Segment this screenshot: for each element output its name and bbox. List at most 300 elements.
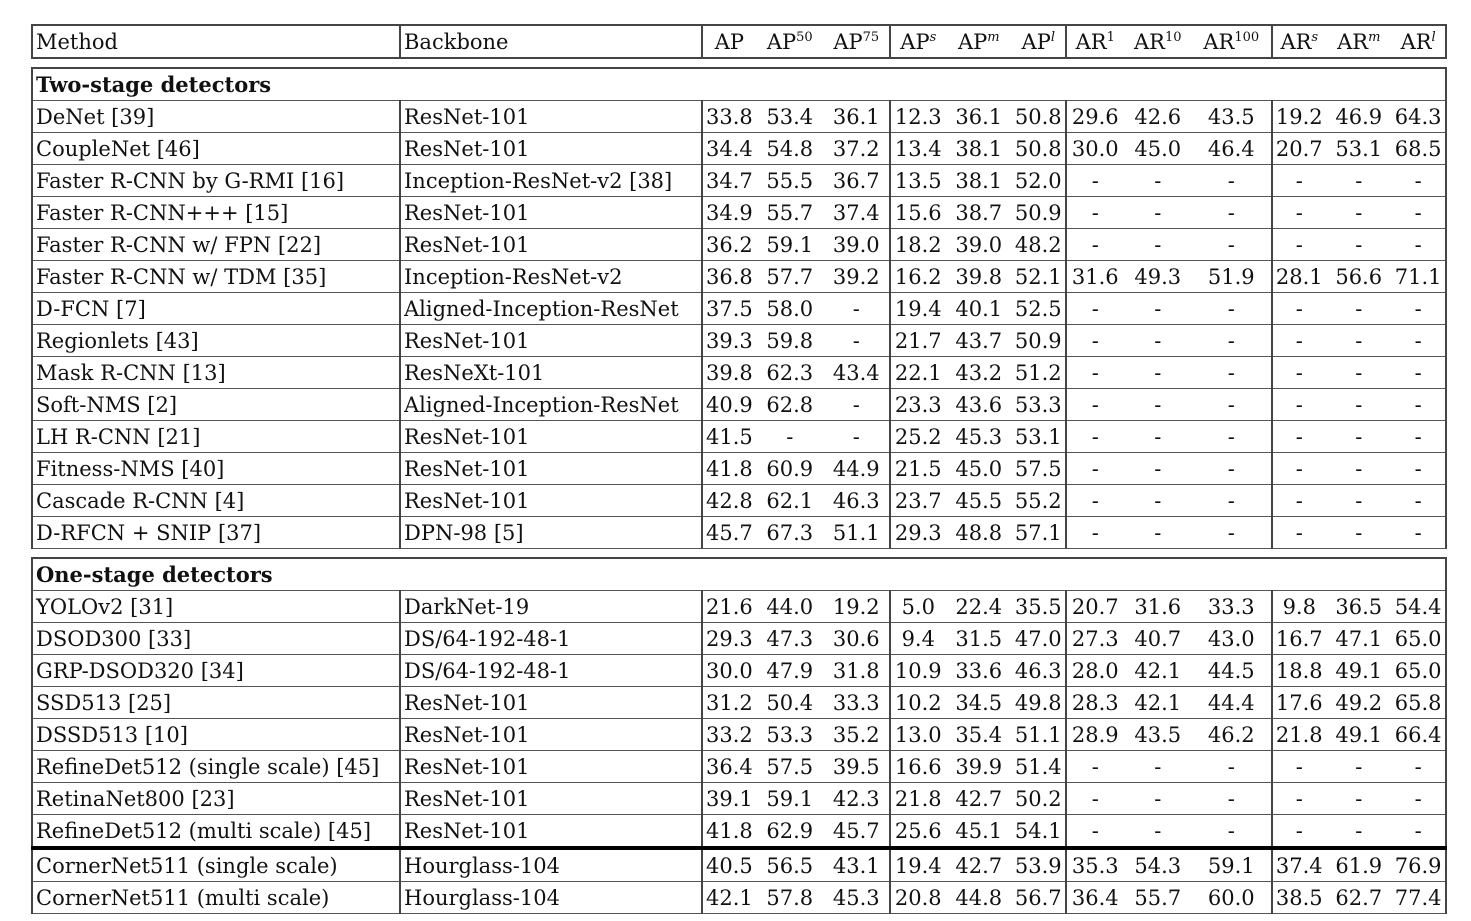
backbone-cell: ResNet-101 bbox=[400, 101, 702, 133]
table-row bbox=[32, 751, 1446, 783]
value-cell: - bbox=[1192, 517, 1272, 549]
value-cell: 43.6 bbox=[946, 389, 1012, 421]
header-metric-base: AR bbox=[1337, 29, 1369, 54]
value-cell: 76.9 bbox=[1392, 848, 1446, 882]
value-cell: 43.2 bbox=[946, 357, 1012, 389]
value-cell: 36.7 bbox=[824, 165, 890, 197]
value-cell: 20.7 bbox=[1272, 133, 1326, 165]
method-cell: SSD513 [25] bbox=[32, 687, 400, 719]
value-cell: - bbox=[1272, 517, 1326, 549]
section-header-row bbox=[32, 68, 1446, 101]
value-cell: 43.5 bbox=[1124, 719, 1192, 751]
table-row bbox=[32, 229, 1446, 261]
header-metric-sup: l bbox=[1431, 29, 1436, 45]
value-cell: 13.4 bbox=[890, 133, 946, 165]
table-row bbox=[32, 719, 1446, 751]
backbone-cell: Aligned-Inception-ResNet bbox=[400, 293, 702, 325]
value-cell: - bbox=[1392, 453, 1446, 485]
method-cell: RefineDet512 (multi scale) [45] bbox=[32, 815, 400, 849]
value-cell: - bbox=[1326, 783, 1392, 815]
value-cell: - bbox=[1066, 357, 1124, 389]
backbone-cell: ResNet-101 bbox=[400, 687, 702, 719]
method-cell: Cascade R-CNN [4] bbox=[32, 485, 400, 517]
value-cell: 39.8 bbox=[702, 357, 756, 389]
value-cell: 44.4 bbox=[1192, 687, 1272, 719]
value-cell: - bbox=[1124, 751, 1192, 783]
value-cell: 50.9 bbox=[1012, 197, 1066, 229]
method-cell: RetinaNet800 [23] bbox=[32, 783, 400, 815]
value-cell: 34.4 bbox=[702, 133, 756, 165]
value-cell: 57.5 bbox=[756, 751, 824, 783]
value-cell: 5.0 bbox=[890, 591, 946, 623]
section-title: One-stage detectors bbox=[32, 558, 1446, 591]
value-cell: 19.2 bbox=[824, 591, 890, 623]
header-metric bbox=[1066, 25, 1124, 58]
table-row bbox=[32, 517, 1446, 549]
value-cell: 31.5 bbox=[946, 623, 1012, 655]
value-cell: 13.5 bbox=[890, 165, 946, 197]
value-cell: - bbox=[1124, 783, 1192, 815]
value-cell: 50.8 bbox=[1012, 133, 1066, 165]
value-cell: - bbox=[1124, 197, 1192, 229]
value-cell: - bbox=[1066, 517, 1124, 549]
value-cell: - bbox=[1326, 517, 1392, 549]
header-metric-base: AP bbox=[766, 29, 797, 54]
value-cell: 55.7 bbox=[1124, 882, 1192, 914]
value-cell: 35.3 bbox=[1066, 848, 1124, 882]
value-cell: 9.4 bbox=[890, 623, 946, 655]
value-cell: 12.3 bbox=[890, 101, 946, 133]
backbone-cell: ResNeXt-101 bbox=[400, 357, 702, 389]
table-row bbox=[32, 687, 1446, 719]
value-cell: - bbox=[1066, 165, 1124, 197]
value-cell: 16.7 bbox=[1272, 623, 1326, 655]
section-gap-cell bbox=[32, 58, 1446, 68]
value-cell: 38.1 bbox=[946, 133, 1012, 165]
results-table-wrapper bbox=[31, 24, 1447, 914]
value-cell: 23.7 bbox=[890, 485, 946, 517]
header-metric bbox=[1012, 25, 1066, 58]
value-cell: 33.2 bbox=[702, 719, 756, 751]
table-row bbox=[32, 485, 1446, 517]
value-cell: - bbox=[1066, 783, 1124, 815]
value-cell: 9.8 bbox=[1272, 591, 1326, 623]
header-metric-base: AR bbox=[1400, 29, 1432, 54]
value-cell: 33.3 bbox=[1192, 591, 1272, 623]
value-cell: 36.4 bbox=[702, 751, 756, 783]
value-cell: - bbox=[1392, 229, 1446, 261]
value-cell: 55.7 bbox=[756, 197, 824, 229]
value-cell: - bbox=[1192, 783, 1272, 815]
method-cell: D-RFCN + SNIP [37] bbox=[32, 517, 400, 549]
value-cell: 20.8 bbox=[890, 882, 946, 914]
value-cell: 53.9 bbox=[1012, 848, 1066, 882]
header-metric-base: AP bbox=[900, 29, 930, 54]
value-cell: 39.8 bbox=[946, 261, 1012, 293]
value-cell: 56.5 bbox=[756, 848, 824, 882]
value-cell: 49.2 bbox=[1326, 687, 1392, 719]
value-cell: - bbox=[1192, 357, 1272, 389]
value-cell: 31.2 bbox=[702, 687, 756, 719]
table-row bbox=[32, 848, 1446, 882]
value-cell: 16.2 bbox=[890, 261, 946, 293]
value-cell: 38.7 bbox=[946, 197, 1012, 229]
value-cell: 45.3 bbox=[946, 421, 1012, 453]
value-cell: - bbox=[1326, 229, 1392, 261]
value-cell: - bbox=[1272, 229, 1326, 261]
value-cell: - bbox=[1192, 485, 1272, 517]
section-gap-cell bbox=[32, 549, 1446, 559]
table-row bbox=[32, 591, 1446, 623]
value-cell: 57.8 bbox=[756, 882, 824, 914]
value-cell: 28.0 bbox=[1066, 655, 1124, 687]
value-cell: - bbox=[1326, 453, 1392, 485]
method-cell: Faster R-CNN w/ TDM [35] bbox=[32, 261, 400, 293]
value-cell: - bbox=[1124, 517, 1192, 549]
method-cell: Faster R-CNN+++ [15] bbox=[32, 197, 400, 229]
value-cell: 53.1 bbox=[1012, 421, 1066, 453]
value-cell: 41.8 bbox=[702, 815, 756, 849]
value-cell: 44.9 bbox=[824, 453, 890, 485]
value-cell: 39.1 bbox=[702, 783, 756, 815]
value-cell: - bbox=[1326, 815, 1392, 849]
value-cell: 30.6 bbox=[824, 623, 890, 655]
value-cell: 50.4 bbox=[756, 687, 824, 719]
value-cell: - bbox=[1326, 293, 1392, 325]
table-row bbox=[32, 882, 1446, 914]
header-metric-base: AR bbox=[1134, 29, 1165, 54]
value-cell: 37.4 bbox=[824, 197, 890, 229]
value-cell: 59.1 bbox=[756, 783, 824, 815]
value-cell: 27.3 bbox=[1066, 623, 1124, 655]
value-cell: - bbox=[1124, 357, 1192, 389]
value-cell: 35.4 bbox=[946, 719, 1012, 751]
value-cell: - bbox=[1066, 421, 1124, 453]
value-cell: 39.0 bbox=[824, 229, 890, 261]
value-cell: 43.1 bbox=[824, 848, 890, 882]
value-cell: 49.8 bbox=[1012, 687, 1066, 719]
header-method: Method bbox=[32, 25, 400, 58]
value-cell: 41.5 bbox=[702, 421, 756, 453]
value-cell: - bbox=[1272, 293, 1326, 325]
value-cell: - bbox=[1272, 357, 1326, 389]
value-cell: 45.1 bbox=[946, 815, 1012, 849]
value-cell: 43.7 bbox=[946, 325, 1012, 357]
value-cell: 77.4 bbox=[1392, 882, 1446, 914]
backbone-cell: ResNet-101 bbox=[400, 719, 702, 751]
value-cell: 16.6 bbox=[890, 751, 946, 783]
value-cell: 57.7 bbox=[756, 261, 824, 293]
table-row bbox=[32, 293, 1446, 325]
value-cell: 28.1 bbox=[1272, 261, 1326, 293]
backbone-cell: ResNet-101 bbox=[400, 325, 702, 357]
value-cell: - bbox=[1392, 389, 1446, 421]
value-cell: 20.7 bbox=[1066, 591, 1124, 623]
backbone-cell: ResNet-101 bbox=[400, 197, 702, 229]
section-gap bbox=[32, 549, 1446, 559]
value-cell: 45.7 bbox=[702, 517, 756, 549]
backbone-cell: ResNet-101 bbox=[400, 783, 702, 815]
value-cell: 35.5 bbox=[1012, 591, 1066, 623]
value-cell: - bbox=[1124, 165, 1192, 197]
value-cell: 42.1 bbox=[1124, 687, 1192, 719]
method-cell: CornerNet511 (single scale) bbox=[32, 848, 400, 882]
value-cell: 42.1 bbox=[1124, 655, 1192, 687]
table-row bbox=[32, 655, 1446, 687]
value-cell: - bbox=[1272, 165, 1326, 197]
value-cell: - bbox=[1272, 197, 1326, 229]
value-cell: 67.3 bbox=[756, 517, 824, 549]
backbone-cell: Hourglass-104 bbox=[400, 848, 702, 882]
value-cell: - bbox=[1066, 229, 1124, 261]
method-cell: D-FCN [7] bbox=[32, 293, 400, 325]
backbone-cell: Inception-ResNet-v2 bbox=[400, 261, 702, 293]
value-cell: 25.2 bbox=[890, 421, 946, 453]
header-metric-sup: m bbox=[987, 29, 1000, 45]
value-cell: - bbox=[1392, 293, 1446, 325]
backbone-cell: DS/64-192-48-1 bbox=[400, 623, 702, 655]
value-cell: 50.9 bbox=[1012, 325, 1066, 357]
header-metric bbox=[1272, 25, 1326, 58]
header-metric bbox=[1192, 25, 1272, 58]
value-cell: 43.5 bbox=[1192, 101, 1272, 133]
value-cell: 47.9 bbox=[756, 655, 824, 687]
value-cell: - bbox=[1192, 751, 1272, 783]
value-cell: 31.6 bbox=[1124, 591, 1192, 623]
header-metric bbox=[890, 25, 946, 58]
header-metric-base: AP bbox=[1021, 29, 1051, 54]
value-cell: 51.4 bbox=[1012, 751, 1066, 783]
value-cell: - bbox=[1124, 485, 1192, 517]
method-cell: DeNet [39] bbox=[32, 101, 400, 133]
value-cell: - bbox=[1124, 421, 1192, 453]
table-row bbox=[32, 389, 1446, 421]
value-cell: - bbox=[1192, 165, 1272, 197]
value-cell: - bbox=[824, 421, 890, 453]
table-row bbox=[32, 783, 1446, 815]
value-cell: 34.5 bbox=[946, 687, 1012, 719]
value-cell: 10.9 bbox=[890, 655, 946, 687]
backbone-cell: ResNet-101 bbox=[400, 485, 702, 517]
value-cell: 46.9 bbox=[1326, 101, 1392, 133]
value-cell: - bbox=[1272, 815, 1326, 849]
value-cell: - bbox=[1066, 453, 1124, 485]
table-row bbox=[32, 261, 1446, 293]
value-cell: 44.5 bbox=[1192, 655, 1272, 687]
value-cell: 45.0 bbox=[946, 453, 1012, 485]
value-cell: 37.4 bbox=[1272, 848, 1326, 882]
value-cell: 56.7 bbox=[1012, 882, 1066, 914]
value-cell: 53.1 bbox=[1326, 133, 1392, 165]
backbone-cell: ResNet-101 bbox=[400, 133, 702, 165]
backbone-cell: ResNet-101 bbox=[400, 421, 702, 453]
value-cell: 62.1 bbox=[756, 485, 824, 517]
value-cell: - bbox=[1272, 453, 1326, 485]
value-cell: - bbox=[1326, 325, 1392, 357]
method-cell: DSOD300 [33] bbox=[32, 623, 400, 655]
value-cell: 23.3 bbox=[890, 389, 946, 421]
value-cell: 40.1 bbox=[946, 293, 1012, 325]
value-cell: - bbox=[1326, 485, 1392, 517]
value-cell: - bbox=[1066, 325, 1124, 357]
value-cell: - bbox=[1392, 517, 1446, 549]
value-cell: - bbox=[1272, 783, 1326, 815]
value-cell: 51.2 bbox=[1012, 357, 1066, 389]
value-cell: 39.2 bbox=[824, 261, 890, 293]
header-metric-base: AP bbox=[833, 29, 863, 54]
value-cell: 33.3 bbox=[824, 687, 890, 719]
value-cell: 65.0 bbox=[1392, 655, 1446, 687]
value-cell: 36.1 bbox=[824, 101, 890, 133]
value-cell: 44.8 bbox=[946, 882, 1012, 914]
header-metric-sup: 1 bbox=[1106, 29, 1115, 45]
value-cell: 25.6 bbox=[890, 815, 946, 849]
value-cell: 64.3 bbox=[1392, 101, 1446, 133]
value-cell: - bbox=[756, 421, 824, 453]
value-cell: 18.8 bbox=[1272, 655, 1326, 687]
table-row bbox=[32, 133, 1446, 165]
value-cell: 59.1 bbox=[756, 229, 824, 261]
header-metric-sup: 100 bbox=[1234, 29, 1260, 45]
value-cell: 19.4 bbox=[890, 848, 946, 882]
value-cell: - bbox=[1326, 751, 1392, 783]
table-row bbox=[32, 421, 1446, 453]
backbone-cell: ResNet-101 bbox=[400, 453, 702, 485]
header-metric-sup: s bbox=[929, 29, 937, 45]
value-cell: - bbox=[1066, 485, 1124, 517]
table-row bbox=[32, 325, 1446, 357]
value-cell: - bbox=[1192, 229, 1272, 261]
value-cell: 51.1 bbox=[824, 517, 890, 549]
value-cell: 54.4 bbox=[1392, 591, 1446, 623]
value-cell: 62.7 bbox=[1326, 882, 1392, 914]
value-cell: 46.2 bbox=[1192, 719, 1272, 751]
method-cell: CornerNet511 (multi scale) bbox=[32, 882, 400, 914]
value-cell: 65.0 bbox=[1392, 623, 1446, 655]
value-cell: - bbox=[1392, 325, 1446, 357]
value-cell: 49.3 bbox=[1124, 261, 1192, 293]
results-table bbox=[31, 24, 1447, 914]
backbone-cell: Hourglass-104 bbox=[400, 882, 702, 914]
value-cell: 60.0 bbox=[1192, 882, 1272, 914]
value-cell: 44.0 bbox=[756, 591, 824, 623]
value-cell: 42.1 bbox=[702, 882, 756, 914]
value-cell: 36.8 bbox=[702, 261, 756, 293]
value-cell: 47.3 bbox=[756, 623, 824, 655]
method-cell: Faster R-CNN by G-RMI [16] bbox=[32, 165, 400, 197]
header-metric-sup: 75 bbox=[862, 29, 880, 45]
value-cell: 36.2 bbox=[702, 229, 756, 261]
value-cell: 21.8 bbox=[1272, 719, 1326, 751]
backbone-cell: ResNet-101 bbox=[400, 815, 702, 849]
value-cell: 43.4 bbox=[824, 357, 890, 389]
value-cell: 19.4 bbox=[890, 293, 946, 325]
value-cell: 36.1 bbox=[946, 101, 1012, 133]
value-cell: 59.1 bbox=[1192, 848, 1272, 882]
value-cell: 46.3 bbox=[824, 485, 890, 517]
value-cell: 40.9 bbox=[702, 389, 756, 421]
value-cell: 51.9 bbox=[1192, 261, 1272, 293]
method-cell: Faster R-CNN w/ FPN [22] bbox=[32, 229, 400, 261]
backbone-cell: DPN-98 [5] bbox=[400, 517, 702, 549]
header-metric-sup: s bbox=[1311, 29, 1319, 45]
value-cell: 68.5 bbox=[1392, 133, 1446, 165]
value-cell: 49.1 bbox=[1326, 719, 1392, 751]
header-metric bbox=[946, 25, 1012, 58]
value-cell: 29.3 bbox=[702, 623, 756, 655]
method-cell: LH R-CNN [21] bbox=[32, 421, 400, 453]
value-cell: - bbox=[1192, 389, 1272, 421]
value-cell: 42.3 bbox=[824, 783, 890, 815]
header-backbone: Backbone bbox=[400, 25, 702, 58]
value-cell: 66.4 bbox=[1392, 719, 1446, 751]
value-cell: 42.6 bbox=[1124, 101, 1192, 133]
value-cell: 46.4 bbox=[1192, 133, 1272, 165]
method-cell: GRP-DSOD320 [34] bbox=[32, 655, 400, 687]
value-cell: - bbox=[1326, 197, 1392, 229]
table-row bbox=[32, 197, 1446, 229]
header-metric-base: AP bbox=[957, 29, 988, 54]
value-cell: 53.4 bbox=[756, 101, 824, 133]
value-cell: 42.7 bbox=[946, 848, 1012, 882]
section-gap bbox=[32, 58, 1446, 68]
value-cell: 42.7 bbox=[946, 783, 1012, 815]
section-title: Two-stage detectors bbox=[32, 68, 1446, 101]
value-cell: - bbox=[824, 293, 890, 325]
value-cell: 61.9 bbox=[1326, 848, 1392, 882]
value-cell: 54.1 bbox=[1012, 815, 1066, 849]
value-cell: 42.8 bbox=[702, 485, 756, 517]
method-cell: Mask R-CNN [13] bbox=[32, 357, 400, 389]
value-cell: 54.3 bbox=[1124, 848, 1192, 882]
method-cell: CoupleNet [46] bbox=[32, 133, 400, 165]
header-metric bbox=[756, 25, 824, 58]
value-cell: 45.3 bbox=[824, 882, 890, 914]
header-metric-base: AR bbox=[1280, 29, 1312, 54]
value-cell: 22.4 bbox=[946, 591, 1012, 623]
value-cell: - bbox=[824, 389, 890, 421]
table-row bbox=[32, 453, 1446, 485]
value-cell: 21.7 bbox=[890, 325, 946, 357]
value-cell: 55.2 bbox=[1012, 485, 1066, 517]
value-cell: 50.8 bbox=[1012, 101, 1066, 133]
value-cell: - bbox=[1392, 751, 1446, 783]
value-cell: - bbox=[824, 325, 890, 357]
backbone-cell: ResNet-101 bbox=[400, 229, 702, 261]
value-cell: - bbox=[1124, 325, 1192, 357]
value-cell: 35.2 bbox=[824, 719, 890, 751]
table-row bbox=[32, 815, 1446, 849]
section-header-row bbox=[32, 558, 1446, 591]
table-row bbox=[32, 165, 1446, 197]
value-cell: 54.8 bbox=[756, 133, 824, 165]
value-cell: 52.1 bbox=[1012, 261, 1066, 293]
value-cell: 52.5 bbox=[1012, 293, 1066, 325]
value-cell: 60.9 bbox=[756, 453, 824, 485]
value-cell: 13.0 bbox=[890, 719, 946, 751]
method-cell: YOLOv2 [31] bbox=[32, 591, 400, 623]
value-cell: - bbox=[1192, 421, 1272, 453]
value-cell: 62.3 bbox=[756, 357, 824, 389]
value-cell: - bbox=[1066, 293, 1124, 325]
value-cell: - bbox=[1272, 389, 1326, 421]
value-cell: 40.5 bbox=[702, 848, 756, 882]
header-metric bbox=[1392, 25, 1446, 58]
value-cell: 53.3 bbox=[756, 719, 824, 751]
value-cell: 45.5 bbox=[946, 485, 1012, 517]
table-row bbox=[32, 623, 1446, 655]
value-cell: 17.6 bbox=[1272, 687, 1326, 719]
